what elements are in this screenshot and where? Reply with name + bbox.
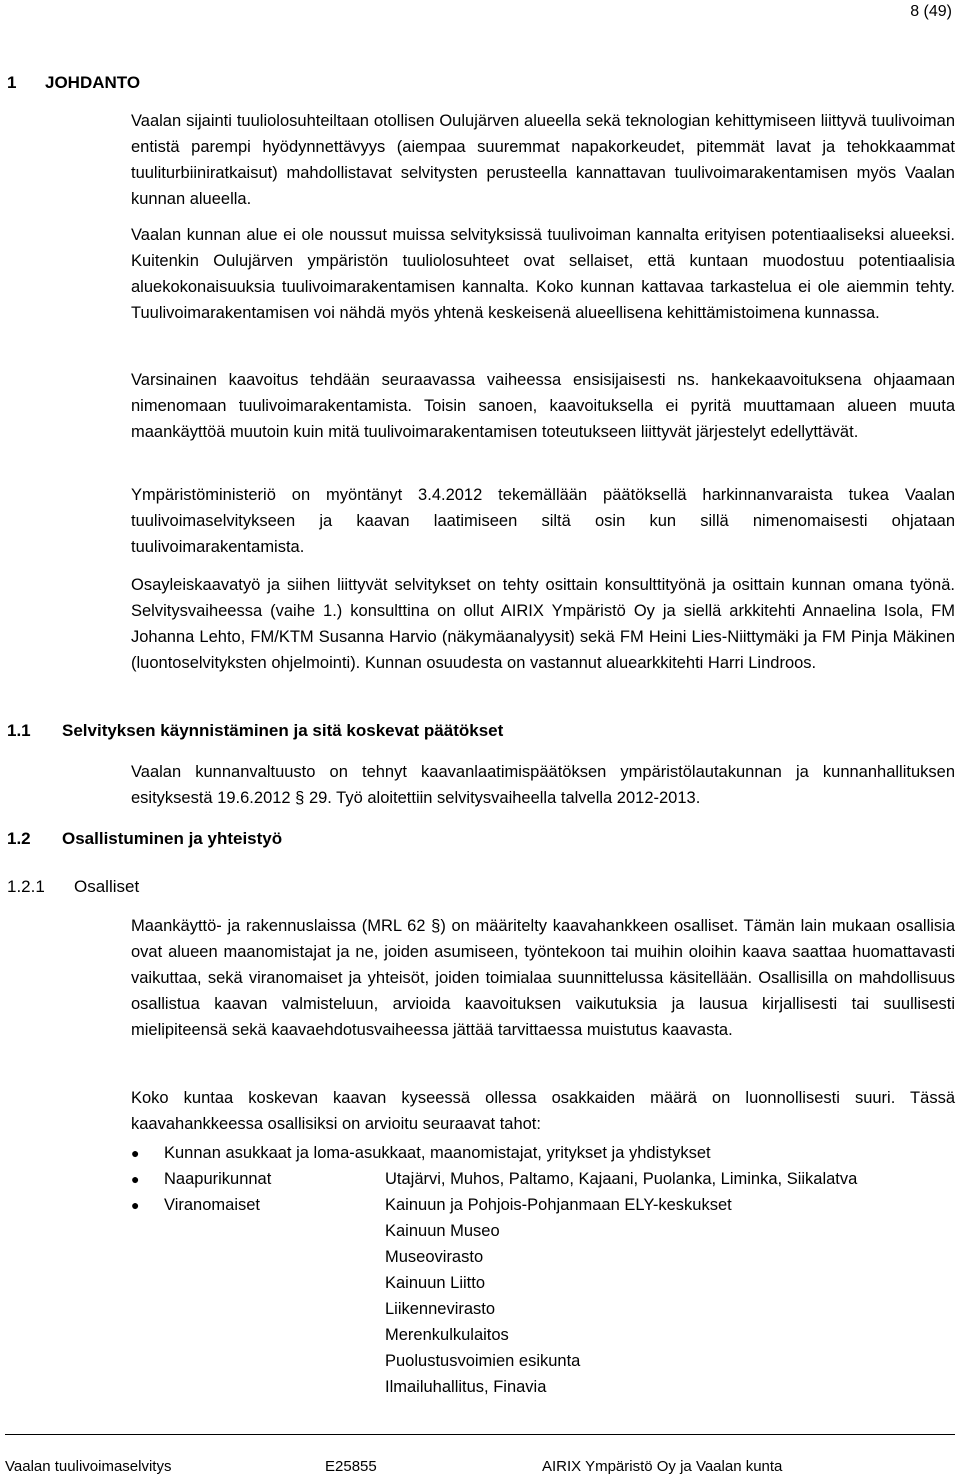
paragraph-intro-4: Ympäristöministeriö on myöntänyt 3.4.2012 tekemällään päätöksellä harkinnanvaraista tukea Vaalan tuulivoimaselvitykseen ja kaavan laatimiseen siltä osin kun sillä nimenomaisesti ohjataan tuulivoimarakentamista.	[131, 486, 955, 556]
list-item	[131, 1270, 955, 1296]
list-item-label: Viranomaiset	[164, 1196, 260, 1214]
list-item	[131, 1192, 955, 1218]
list-item-text: Kunnan asukkaat ja loma-asukkaat, maanomistajat, yritykset ja yhdistykset	[164, 1144, 711, 1162]
heading-title: Osallistuminen ja yhteistyö	[62, 829, 283, 848]
authority-entry: Kainuun Liitto	[385, 1274, 485, 1292]
paragraph-stakeholders-2: Koko kuntaa koskevan kaavan kyseessä ollessa osakkaiden määrä on luonnollisesti suuri. Tässä kaavahankkeessa osallisiksi on arvioitu seuraavat tahot:	[131, 1089, 955, 1133]
heading-number: 1	[7, 73, 17, 92]
list-item	[131, 1374, 955, 1400]
heading-section-1	[7, 73, 140, 93]
page-number: 8 (49)	[910, 3, 952, 20]
authority-entry: Museovirasto	[385, 1248, 484, 1266]
footer-center: E25855	[325, 1458, 377, 1475]
paragraph-decision: Vaalan kunnanvaltuusto on tehnyt kaavanlaatimispäätöksen ympäristölautakunnan ja kunnanhallituksen esityksestä 19.6.2012 § 29. Työ aloitettiin selvitysvaiheella talvella 2012-2013.	[131, 763, 955, 807]
heading-title: Osalliset	[74, 877, 140, 896]
list-item-label: Naapurikunnat	[164, 1170, 272, 1188]
paragraph-intro-5: Osayleiskaavatyö ja siihen liittyvät selvitykset on tehty osittain konsulttityönä ja osittain kunnan omana työnä. Selvitysvaiheessa (vaihe 1.) konsulttina on ollut AIRIX Ympäristö Oy ja siellä arkkitehti Annaelina Isola, FM Johanna Lehto, FM/KTM Susanna Harvio (näkymäanalyysit) sekä FM Heini Lies-Niittymäki ja FM Pinja Mäkinen (luontoselvityksten ohjelmointi). Kunnan osuudesta on vastannut aluearkkitehti Harri Lindroos.	[131, 576, 955, 672]
list-item	[131, 1140, 955, 1166]
footer-left: Vaalan tuulivoimaselvitys	[5, 1458, 172, 1475]
list-item	[131, 1166, 955, 1192]
heading-number: 1.2.1	[7, 877, 45, 896]
authority-entry: Liikennevirasto	[385, 1300, 496, 1318]
heading-number: 1.1	[7, 721, 31, 740]
paragraph-intro-3: Varsinainen kaavoitus tehdään seuraavassa vaiheessa ensisijaisesti ns. hankekaavoituksena ohjaamaan nimenomaan tuulivoimarakentamista. Toisin sanoen, kaavoituksella ei pyritä muuttamaan alueen muuta maankäyttöä muutoin kuin mitä tuulivoimarakentamisen toteutukseen liittyvät järjestelyt edellyttävät.	[131, 371, 955, 441]
paragraph-stakeholders-1: Maankäyttö- ja rakennuslaissa (MRL 62 §) on määritelty kaavahankkeen osalliset. Tämän lain mukaan osallisia ovat alueen maanomistajat ja ne, joiden asumiseen, työntekoon tai muihin oloihin kaava saattaa huomattavasti vaikuttaa, sekä viranomaiset ja yhteisöt, joiden toimialaa suunnittelussa käsitellään. Osallisilla on mahdollisuus osallistua kaavan valmisteluun, arvioida kaavoituksen vaikutuksia ja lausua kirjallisesti tai suullisesti mielipiteensä sekä kaavaehdotusvaiheessa jättää tarvittaessa muistutus kaavasta.	[131, 917, 955, 1039]
footer-right: AIRIX Ympäristö Oy ja Vaalan kunta	[542, 1458, 783, 1475]
bullet-icon: ●	[131, 1171, 140, 1187]
paragraph-intro-1: Vaalan sijainti tuuliolosuhteiltaan otollisen Oulujärven alueella sekä teknologian kehittymiseen liittyvä tuulivoiman entistä parempi hyödynnettävyys (aiempaa suuremmat napakorkeudet, pitemmät lavat ja tehokkaammat tuuliturbiiniratkaisut) mahdollistavat selvitysten perusteella kannattavan tuulivoimarakentamisen myös Vaalan kunnan alueella.	[131, 112, 955, 208]
authority-entry: Ilmailuhallitus, Finavia	[385, 1378, 547, 1396]
list-item	[131, 1322, 955, 1348]
heading-title: Selvityksen käynnistäminen ja sitä koskevat päätökset	[62, 721, 504, 740]
heading-section-1-1	[7, 721, 503, 741]
list-item	[131, 1244, 955, 1270]
authority-entry: Merenkulkulaitos	[385, 1326, 509, 1344]
authority-entry: Kainuun Museo	[385, 1222, 500, 1240]
list-item	[131, 1218, 955, 1244]
footer-divider	[5, 1434, 955, 1435]
stakeholder-list	[131, 1140, 955, 1400]
authority-entry: Kainuun ja Pohjois-Pohjanmaan ELY-keskukset	[385, 1196, 732, 1214]
heading-number: 1.2	[7, 829, 31, 848]
authority-entry: Puolustusvoimien esikunta	[385, 1352, 581, 1370]
heading-title: JOHDANTO	[45, 73, 141, 92]
list-item	[131, 1348, 955, 1374]
list-item	[131, 1296, 955, 1322]
heading-section-1-2-1	[7, 877, 139, 897]
paragraph-intro-2: Vaalan kunnan alue ei ole noussut muissa selvityksissä tuulivoiman kannalta erityisen potentiaaliseksi alueeksi. Kuitenkin Oulujärven ympäristön tuuliolosuhteet ovat sellaiset, että kuntaan muodostuu potentiaalisia aluekokonaisuuksia tuulivoimarakentamisen kannalta. Koko kunnan kattavaa tarkastelua ei ole aiemmin tehty. Tuulivoimarakentamisen voi nähdä myös yhtenä keskeisenä alueellisena kehittämistoimena kunnassa.	[131, 226, 955, 322]
bullet-icon: ●	[131, 1145, 140, 1161]
list-item-value: Utajärvi, Muhos, Paltamo, Kajaani, Puolanka, Liminka, Siikalatva	[385, 1170, 858, 1188]
bullet-icon: ●	[131, 1197, 140, 1213]
heading-section-1-2	[7, 829, 282, 849]
